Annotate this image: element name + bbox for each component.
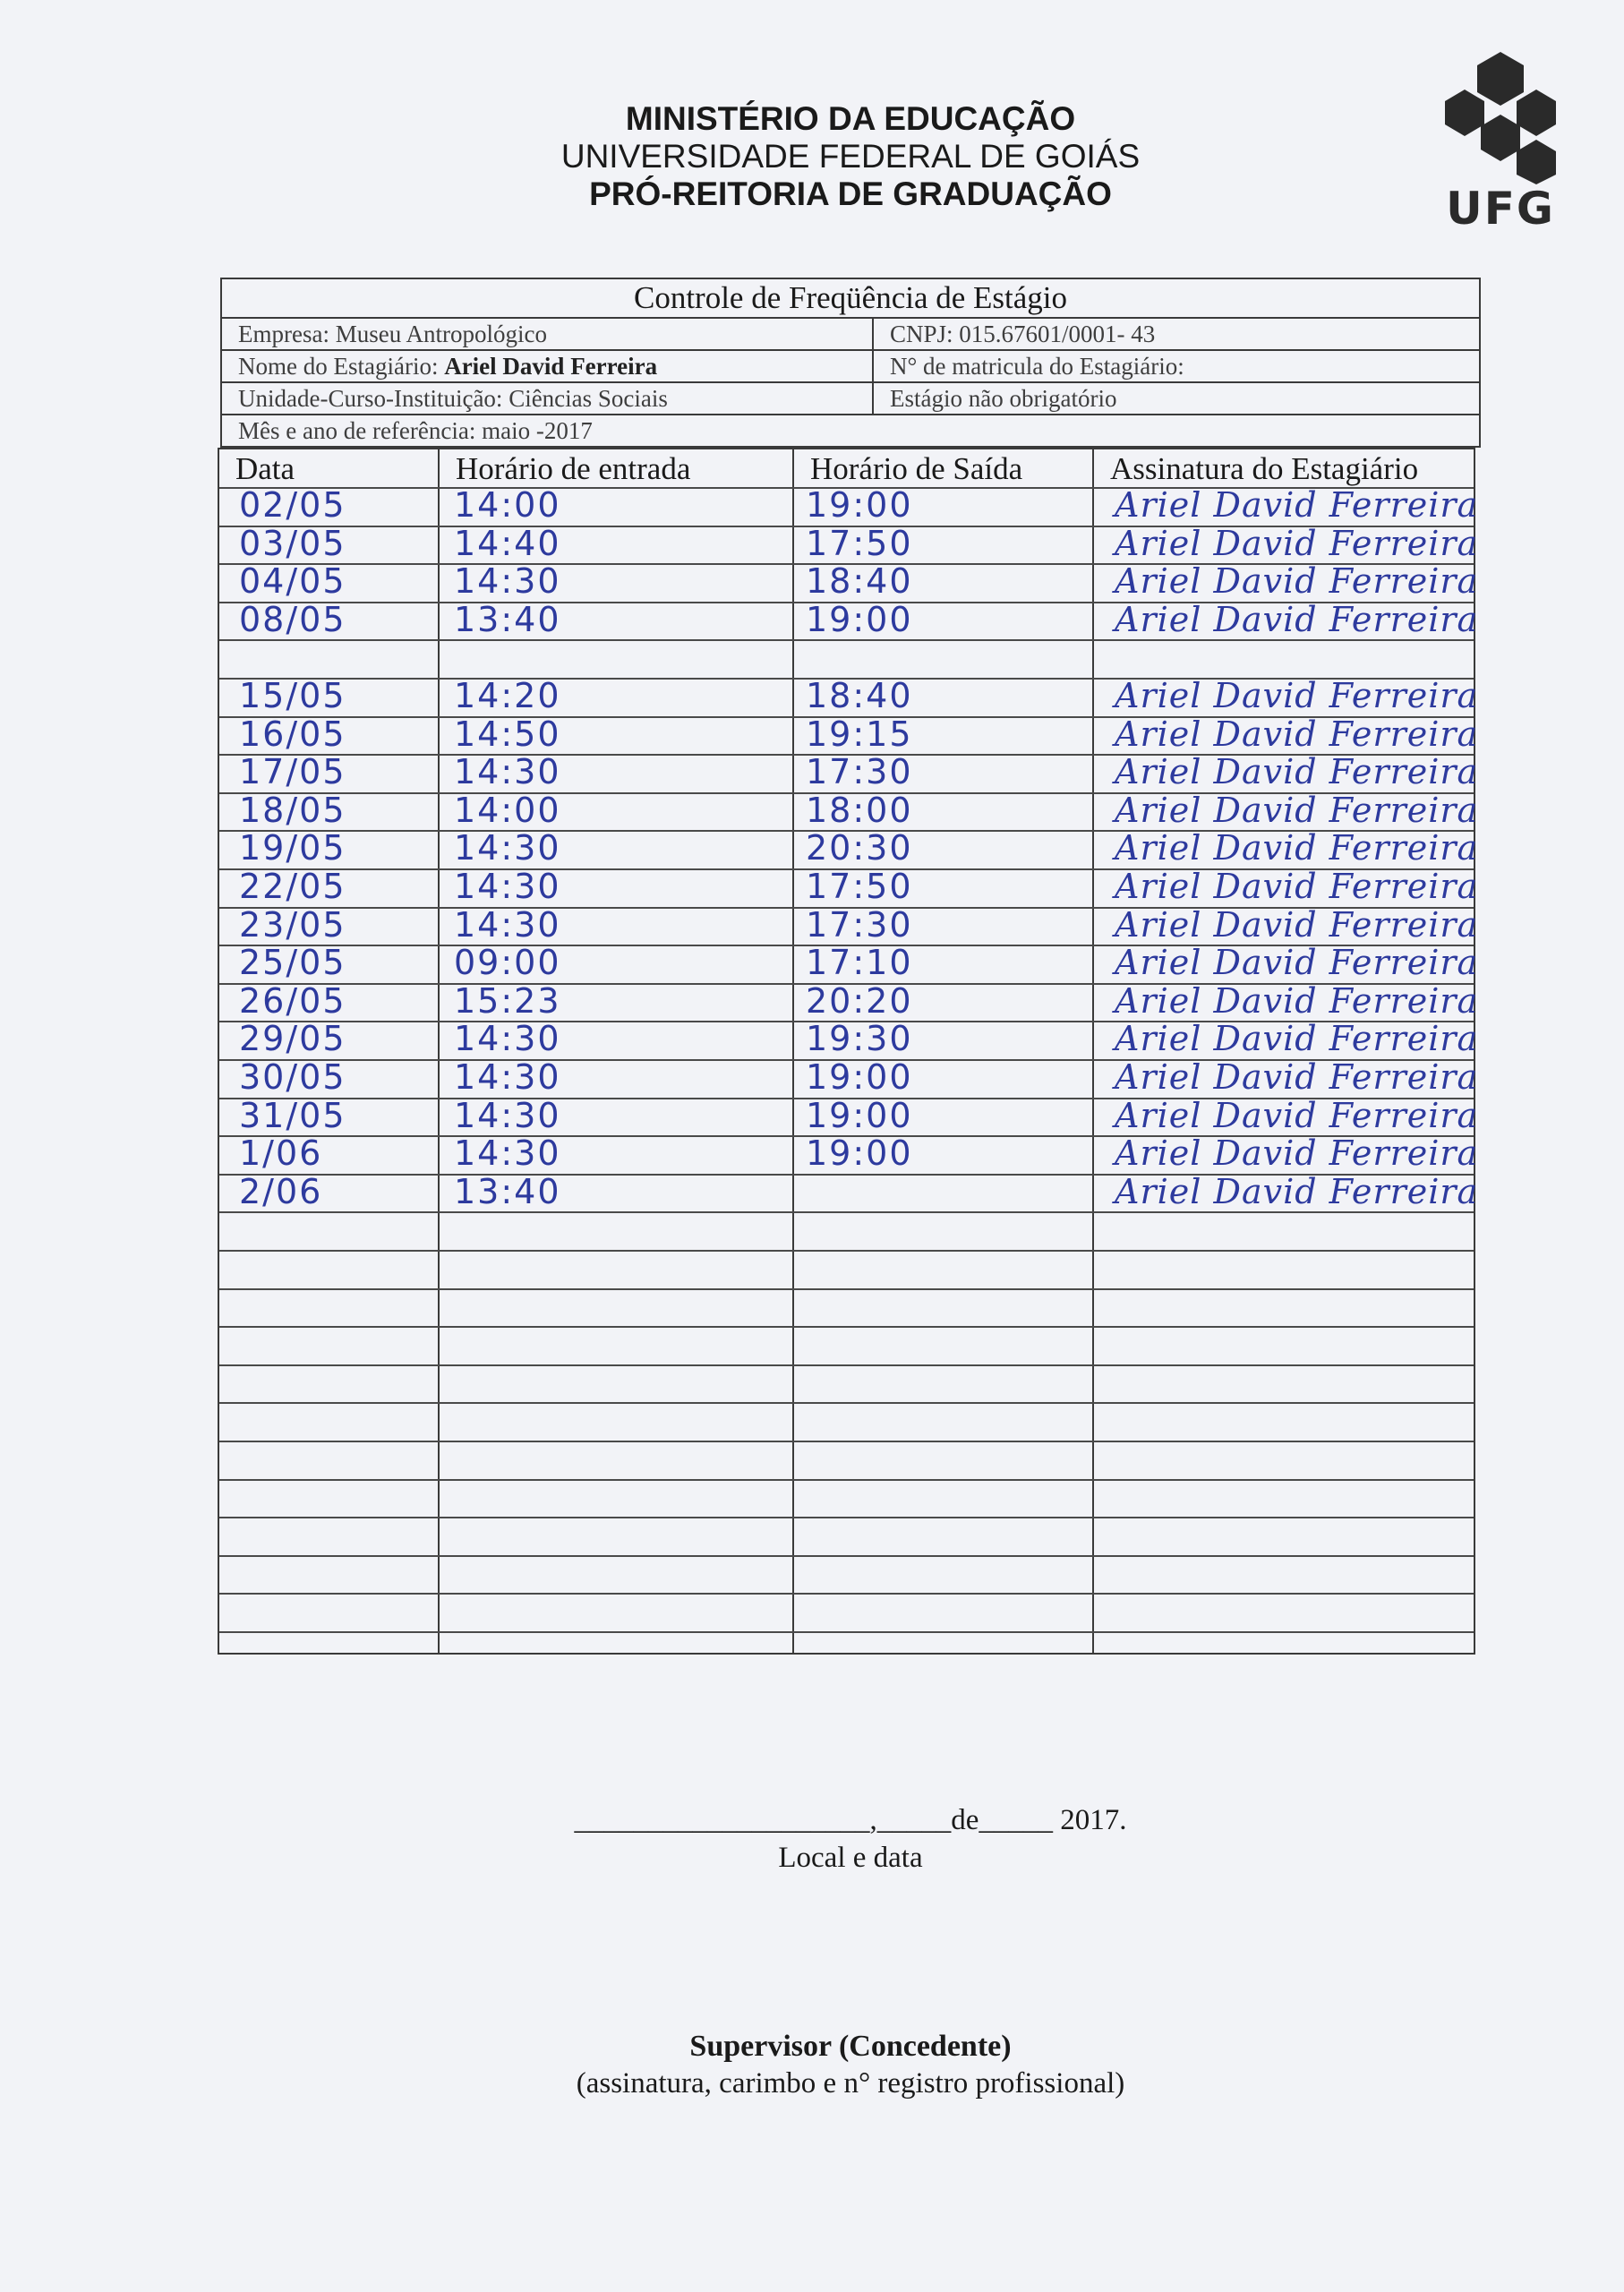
cnpj-value: 015.67601/0001- 43 — [959, 321, 1156, 347]
form-header-block — [220, 278, 1481, 448]
info-row-nome — [222, 351, 1479, 383]
mes-cell — [222, 415, 1479, 446]
column-header-saida: Horário de Saída — [810, 451, 1023, 486]
row-entry-time: 14:20 — [454, 676, 561, 715]
row-divider — [219, 1402, 1474, 1404]
row-date: 15/05 — [239, 676, 346, 715]
row-exit-time: 19:00 — [806, 600, 913, 639]
row-signature: Ariel David Ferreira — [1115, 867, 1479, 906]
date-caption: Local e data — [778, 1842, 923, 1874]
row-signature: Ariel David Ferreira — [1115, 676, 1479, 715]
row-exit-time: 19:15 — [806, 714, 913, 754]
unidade-cell — [222, 383, 874, 414]
matricula-cell — [874, 351, 1184, 381]
ufg-logo-text: UFG — [1446, 183, 1555, 235]
column-header-assinatura: Assinatura do Estagiário — [1110, 451, 1419, 486]
department-title: PRÓ-REITORIA DE GRADUAÇÃO — [589, 175, 1112, 212]
row-exit-time: 17:10 — [806, 943, 913, 982]
row-divider — [219, 1211, 1474, 1213]
row-date: 25/05 — [239, 943, 346, 982]
row-date: 19/05 — [239, 828, 346, 868]
row-exit-time: 18:40 — [806, 676, 913, 715]
row-divider — [219, 1326, 1474, 1328]
row-entry-time: 14:30 — [454, 905, 561, 945]
row-date: 2/06 — [239, 1172, 323, 1211]
row-entry-time: 14:30 — [454, 1096, 561, 1135]
nome-value: Ariel David Ferreira — [444, 353, 658, 380]
row-entry-time: 14:30 — [454, 1019, 561, 1058]
row-divider — [219, 1364, 1474, 1366]
row-entry-time: 14:50 — [454, 714, 561, 754]
ministry-title: MINISTÉRIO DA EDUCAÇÃO — [625, 100, 1076, 137]
row-exit-time: 20:30 — [806, 828, 913, 868]
row-entry-time: 14:30 — [454, 867, 561, 906]
row-date: 18/05 — [239, 791, 346, 830]
row-signature: Ariel David Ferreira — [1115, 905, 1479, 945]
row-exit-time: 17:50 — [806, 524, 913, 563]
row-signature: Ariel David Ferreira — [1115, 791, 1479, 830]
row-entry-time: 14:00 — [454, 485, 561, 525]
row-entry-time: 14:30 — [454, 1133, 561, 1173]
ufg-logo — [1438, 50, 1563, 235]
row-entry-time: 14:30 — [454, 1057, 561, 1097]
mes-value: maio -2017 — [482, 417, 593, 444]
row-signature: Ariel David Ferreira — [1115, 524, 1479, 563]
supervisor-title: Supervisor (Concedente) — [689, 2030, 1012, 2063]
row-exit-time: 19:00 — [806, 1057, 913, 1097]
row-divider — [219, 1593, 1474, 1595]
row-entry-time: 14:30 — [454, 752, 561, 791]
column-header-entrada: Horário de entrada — [456, 451, 691, 486]
empresa-value: Museu Antropológico — [335, 321, 547, 347]
row-date: 03/05 — [239, 524, 346, 563]
mes-label: Mês e ano de referência: — [238, 417, 483, 444]
row-signature: Ariel David Ferreira — [1115, 1096, 1479, 1135]
row-divider — [219, 1479, 1474, 1481]
column-divider — [1092, 449, 1094, 1653]
row-date: 17/05 — [239, 752, 346, 791]
row-date: 30/05 — [239, 1057, 346, 1097]
row-entry-time: 14:40 — [454, 524, 561, 563]
row-divider — [219, 1555, 1474, 1557]
row-divider — [219, 1288, 1474, 1290]
form-title: Controle de Freqüência de Estágio — [222, 279, 1479, 319]
nome-cell — [222, 351, 874, 381]
row-exit-time: 19:00 — [806, 1133, 913, 1173]
info-row-mes — [222, 415, 1479, 448]
row-exit-time: 18:40 — [806, 561, 913, 601]
row-signature: Ariel David Ferreira — [1115, 561, 1479, 601]
row-date: 31/05 — [239, 1096, 346, 1135]
row-signature: Ariel David Ferreira — [1115, 752, 1479, 791]
attendance-table — [218, 448, 1479, 1655]
row-entry-time: 13:40 — [454, 1172, 561, 1211]
row-exit-time: 19:00 — [806, 485, 913, 525]
supervisor-caption: (assinatura, carimbo e n° registro profissional) — [576, 2067, 1125, 2100]
row-signature: Ariel David Ferreira — [1115, 1019, 1479, 1058]
row-signature: Ariel David Ferreira — [1115, 485, 1479, 525]
matricula-label: N° de matricula do Estagiário: — [890, 353, 1184, 380]
hexagon-cluster-icon — [1438, 50, 1563, 184]
row-exit-time: 18:00 — [806, 791, 913, 830]
row-date: 08/05 — [239, 600, 346, 639]
unidade-value: Ciências Sociais — [509, 385, 668, 412]
row-entry-time: 09:00 — [454, 943, 561, 982]
row-exit-time: 17:30 — [806, 905, 913, 945]
cnpj-cell — [874, 319, 1155, 349]
row-exit-time: 19:30 — [806, 1019, 913, 1058]
university-title: UNIVERSIDADE FEDERAL DE GOIÁS — [560, 138, 1141, 175]
row-date: 16/05 — [239, 714, 346, 754]
row-date: 22/05 — [239, 867, 346, 906]
row-signature: Ariel David Ferreira — [1115, 943, 1479, 982]
tipo-estagio: Estágio não obrigatório — [890, 385, 1117, 412]
column-header-data: Data — [235, 451, 295, 486]
row-signature: Ariel David Ferreira — [1115, 828, 1479, 868]
row-entry-time: 13:40 — [454, 600, 561, 639]
unidade-label: Unidade-Curso-Instituição: — [238, 385, 509, 412]
empresa-label: Empresa: — [238, 321, 336, 347]
row-date: 02/05 — [239, 485, 346, 525]
row-signature: Ariel David Ferreira — [1115, 600, 1479, 639]
row-signature: Ariel David Ferreira — [1115, 981, 1479, 1021]
row-exit-time: 17:30 — [806, 752, 913, 791]
column-divider — [792, 449, 794, 1653]
row-date: 1/06 — [239, 1133, 323, 1173]
document-header — [0, 100, 1624, 213]
row-entry-time: 15:23 — [454, 981, 561, 1021]
info-row-empresa — [222, 319, 1479, 351]
row-divider — [219, 1631, 1474, 1633]
row-entry-time: 14:30 — [454, 828, 561, 868]
row-date: 23/05 — [239, 905, 346, 945]
row-signature: Ariel David Ferreira — [1115, 1057, 1479, 1097]
row-exit-time: 17:50 — [806, 867, 913, 906]
row-signature: Ariel David Ferreira — [1115, 1172, 1479, 1211]
empresa-cell — [222, 319, 874, 349]
row-divider — [219, 639, 1474, 641]
date-line: ____________________,_____de_____ 2017. — [574, 1804, 1127, 1836]
row-exit-time: 20:20 — [806, 981, 913, 1021]
row-divider — [219, 1517, 1474, 1518]
row-signature: Ariel David Ferreira — [1115, 1133, 1479, 1173]
info-row-unidade — [222, 383, 1479, 415]
column-divider — [438, 449, 440, 1653]
row-signature: Ariel David Ferreira — [1115, 714, 1479, 754]
row-date: 04/05 — [239, 561, 346, 601]
row-divider — [219, 1441, 1474, 1442]
row-date: 29/05 — [239, 1019, 346, 1058]
row-exit-time: 19:00 — [806, 1096, 913, 1135]
nome-label: Nome do Estagiário: — [238, 353, 445, 380]
row-divider — [219, 1250, 1474, 1252]
row-entry-time: 14:00 — [454, 791, 561, 830]
cnpj-label: CNPJ: — [890, 321, 960, 347]
row-entry-time: 14:30 — [454, 561, 561, 601]
row-date: 26/05 — [239, 981, 346, 1021]
tipo-estagio-cell — [874, 383, 1116, 414]
